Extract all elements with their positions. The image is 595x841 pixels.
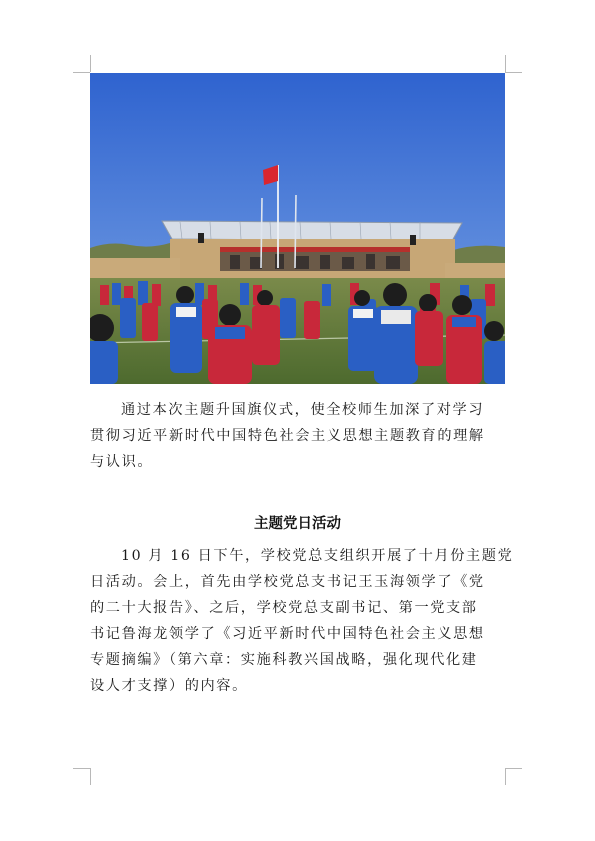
paragraph-line: 通过本次主题升国旗仪式，使全校师生加深了对学习 xyxy=(121,402,485,418)
paragraph-party-day xyxy=(90,543,514,699)
crop-mark-top-left xyxy=(90,55,91,72)
paragraph-line: 书记鲁海龙领学了《习近平新时代中国特色社会主义思想 xyxy=(90,626,485,642)
paragraph-line: 设人才支撑）的内容。 xyxy=(90,678,248,694)
crop-mark-bottom-left xyxy=(90,768,91,785)
paragraph-line: 的二十大报告》、之后，学校党总支副书记、第一党支部 xyxy=(90,600,478,616)
paragraph-line: 与认识。 xyxy=(90,454,154,470)
paragraph-line: 日活动。会上，首先由学校党总支书记王玉海领学了《党 xyxy=(90,574,485,590)
section-heading: 主题党日活动 xyxy=(254,516,341,532)
paragraph-line: 贯彻习近平新时代中国特色社会主义思想主题教育的理解 xyxy=(90,428,485,444)
crop-mark-bottom-left xyxy=(73,768,90,769)
crop-mark-top-right xyxy=(505,72,522,73)
crop-mark-top-left xyxy=(73,72,90,73)
paragraph-line: 10 月 16 日下午，学校党总支组织开展了十月份主题党 xyxy=(121,548,514,564)
crop-mark-bottom-right xyxy=(505,768,522,769)
paragraph-flag-ceremony xyxy=(90,397,505,475)
ceremony-photo xyxy=(90,73,505,384)
crop-mark-top-right xyxy=(505,55,506,72)
paragraph-line: 专题摘编》（第六章：实施科教兴国战略，强化现代化建 xyxy=(90,652,478,668)
crop-mark-bottom-right xyxy=(505,768,506,785)
